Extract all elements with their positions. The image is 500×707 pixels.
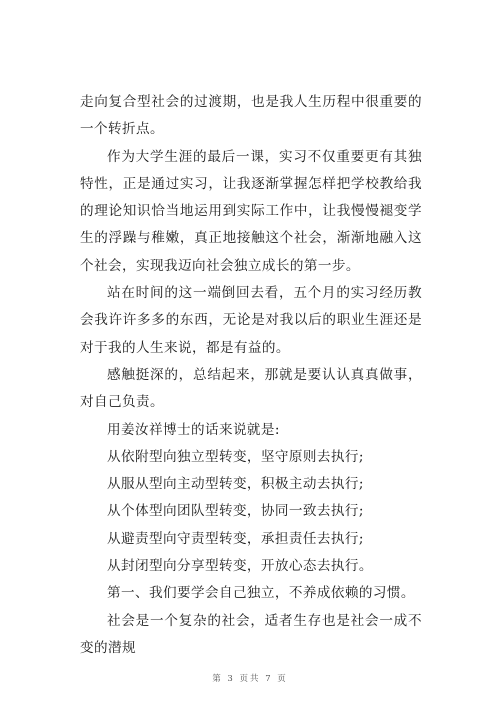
document-body [80, 89, 422, 662]
paragraph-5: 用姜汝祥博士的话来说就是: [107, 421, 280, 438]
page-number-footer: 第 3 页共 7 页 [212, 674, 288, 684]
paragraph-3: 站在时间的这一端倒回去看，五个月的实习经历教会我许许多多的东西，无论是对我以后的职业生涯还是对于我的人生来说，都是有益的。 [80, 285, 422, 356]
list-line-2: 从服从型向主动型转变，积极主动去执行; [107, 476, 364, 493]
paragraph-4: 感触挺深的，总结起来，那就是要认认真真做事，对自己负责。 [80, 366, 422, 411]
paragraph-6: 第一、我们要学会自己独立，不养成依赖的习惯。 [107, 585, 415, 602]
paragraph-7: 社会是一个复杂的社会，适者生存也是社会一成不变的潜规 [80, 612, 422, 656]
list-line-1: 从依附型向独立型转变，坚守原则去执行; [107, 448, 364, 465]
list-line-3: 从个体型向团队型转变，协同一致去执行; [107, 503, 364, 520]
paragraph-1: 走向复合型社会的过渡期，也是我人生历程中很重要的一个转折点。 [80, 94, 422, 138]
list-line-5: 从封闭型向分享型转变，开放心态去执行。 [107, 558, 373, 575]
list-line-4: 从避责型向守责型转变，承担责任去执行; [107, 530, 364, 547]
paragraph-2: 作为大学生涯的最后一课，实习不仅重要更有其独特性，正是通过实习，让我逐渐掌握怎样把学校教给我的理论知识恰当地运用到实际工作中，让我慢慢褪变学生的浮躁与稚嫩，真正地接触这个社会，渐渐地融入这个社会，实现我迈向社会独立成长的第一步。 [80, 148, 422, 274]
